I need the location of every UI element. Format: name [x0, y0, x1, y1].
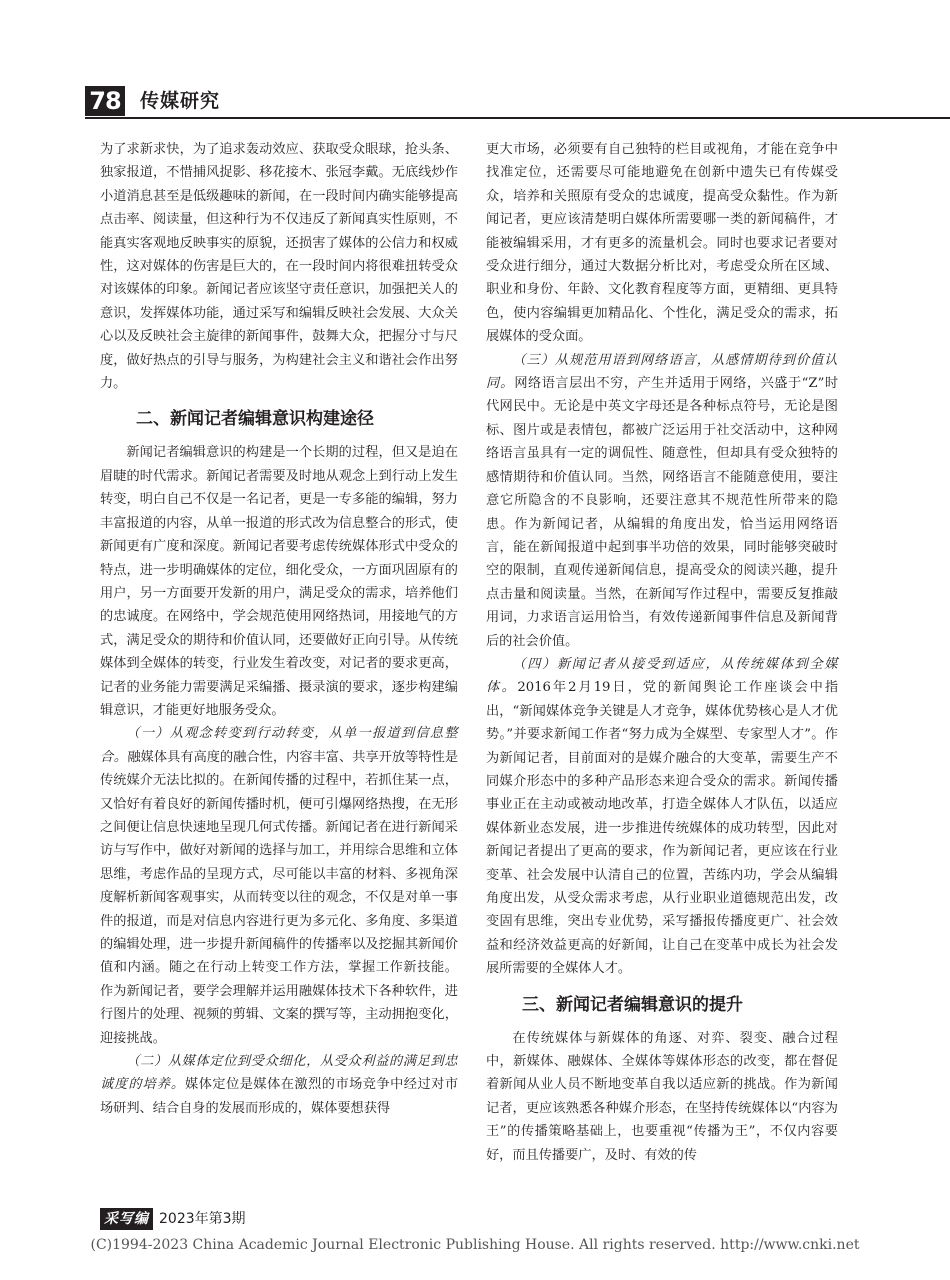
page-number: 78 [85, 86, 125, 116]
subsection-body: 网络语言层出不穷，产生并适用于网络，兴盛于“Z”时代网民中。无论是中英文字母还是各种标点符号，无论是图标、图片或是表情包，都被广泛运用于社交活动中，这种网络语言虽具有一定的调侃性、随意性，但却具有受众独特的感情期待和价值认同。当然，网络语言不能随意使用，要注意它所隐含的不良影响，还要注意其不规范性所带来的隐患。作为新闻记者，从编辑的角度出发，恰当运用网络语言，能在新闻报道中起到事半功倍的效果，同时能够突破时空的限制，直观传递新闻信息，提高受众的阅读兴趣，提升点击量和阅读量。当然，在新闻写作过程中，需要反复推敲用词，力求语言运用恰当，有效传递新闻事件信息及新闻背后的社会价值。 [486, 376, 839, 649]
subsection-paragraph [100, 1050, 458, 1120]
subsection-lead: （二）从媒体定位到受众细化，从受众利益的满足到忠诚度的培养。 [100, 1054, 458, 1093]
issue-label: 2023年第3期 [159, 1211, 246, 1227]
section-heading: 二、新闻记者编辑意识构建途径 [136, 409, 374, 430]
page-footer [100, 1208, 246, 1230]
header-rule [85, 117, 950, 119]
subsection-body: 2016年2月19日，党的新闻舆论工作座谈会中指出，“新闻媒体竞争关键是人才竞争，媒体优势核心是人才优势。”并要求新闻工作者“努力成为全媒型、专家型人才”。作为新闻记者，目前面对的是媒介融合的大变革，需要生产不同媒介形态中的多种产品形态来迎合受众的需求。新闻传播事业正在主动或被动地改革，打造全媒体人才队伍，以适应媒体新业态发展，进一步推进传统媒体的成功转型，因此对新闻记者提出了更高的要求，作为新闻记者，更应该在行业变革、社会发展中认清自己的位置，苦练内功，学会从编辑角度出发，从受众需求考虑，从行业职业道德规范出发，改变固有思维，突出专业优势，采写播报传播度更广、社会效益和经济效益更高的好新闻，让自己在变革中成长为社会发展所需要的全媒体人才。 [486, 680, 839, 977]
subsection-body: 融媒体具有高度的融合性，内容丰富、共享开放等特性是传统媒介无法比拟的。在新闻传播的过程中，若抓住某一点，又恰好有着良好的新闻传播时机，便可引爆网络热搜，在无形之间便让信息快速地呈现几何式传播。新闻记者在进行新闻采访与写作中，做好对新闻的选择与加工，并用综合思维和立体思维，考虑作品的呈现方式，尽可能以丰富的材料、多视角深度解析新闻客观事实，从而转变以往的观念，不仅是对单一事件的报道，而是对信息内容进行更为多元化、多角度、多渠道的编辑处理，进一步提升新闻稿件的传播率以及挖掘其新闻价值和内涵。随之在行动上转变工作方法，掌握工作新技能。 作为新闻记者，要学会理解并运用融媒体技术下各种软件，进行图片的处理、视频的剪辑、文案的撰写等，主动拥抱变化，迎接挑战。 [100, 749, 459, 1046]
section-heading: 三、新闻记者编辑意识的提升 [522, 994, 743, 1015]
journal-brand-logo: 采写编 [100, 1208, 153, 1230]
copyright-line: (C)1994-2023 China Academic Journal Electronic Publishing House. All rights reserved. http://www.cnki.net [90, 1237, 860, 1253]
subsection-lead: （一）从观念转变到行动转变，从单一报道到信息整合。 [100, 726, 458, 765]
subsection-paragraph [100, 722, 458, 1050]
paragraph: 新闻记者编辑意识的构建是一个长期的过程，但又是迫在眉睫的时代需求。新闻记者需要及时地从观念上到行动上发生转变，明白自己不仅是一名记者，更是一专多能的编辑，努力丰富报道的内容，从单一报道的形式改为信息整合的形式，使新闻更有广度和深度。新闻记者要考虑传统媒体形式中受众的特点，进一步明确媒体的定位，细化受众，一方面巩固原有的用户，另一方面要开发新的用户，满足受众的需求，培养他们的忠诚度。在网络中，学会规范使用网络热词，用接地气的方式，满足受众的期待和价值认同，还要做好正向引导。从传统媒体到全媒体的转变，行业发生着改变，对记者的要求更高，记者的业务能力需要满足采编播、摄录演的要求，逐步构建编辑意识，才能更好地服务受众。 [100, 445, 458, 718]
left-column [100, 138, 458, 1120]
paragraph: 为了求新求快，为了追求轰动效应、获取受众眼球，抢头条、独家报道，不惜捕风捉影、移花接木、张冠李戴。无底线炒作小道消息甚至是低级趣味的新闻，在一段时间内确实能够提高点击率、阅读量，但这种行为不仅违反了新闻真实性原则，不能真实客观地反映事实的原貌，还损害了媒体的公信力和权威性，这对媒体的伤害是巨大的，在一段时间内将很难扭转受众对该媒体的印象。新闻记者应该坚守责任意识，加强把关人的意识，发挥媒体功能，通过采写和编辑反映社会发展、大众关心以及反映社会主旋律的新闻事件，鼓舞大众，把握分寸与尺度，做好热点的引导与服务，为构建社会主义和谐社会作出努力。 [100, 142, 458, 392]
subsection-lead: （四）新闻记者从接受到适应，从传统媒体到全媒体。 [486, 656, 838, 696]
subsection-lead: （三）从规范用语到网络语言，从感情期待到价值认同。 [486, 352, 838, 392]
section-title: 传媒研究 [140, 90, 221, 112]
subsection-paragraph [486, 653, 838, 981]
subsection-paragraph [486, 349, 838, 653]
right-column [486, 138, 838, 1167]
page-header [85, 86, 950, 116]
paragraph: 更大市场，必须要有自己独特的栏目或视角，才能在竞争中找准定位，还需要尽可能地避免在创新中遗失已有传媒受众，培养和关照原有受众的忠诚度，提高受众黏性。作为新闻记者，更应该清楚明白媒体所需要哪一类的新闻稿件，才能被编辑采用，才有更多的流量机会。同时也要求记者要对受众进行细分，通过大数据分析比对，考虑受众所在区域、职业和身份、年龄、文化教育程度等方面，更精细、更具特色，使内容编辑更加精品化、个性化，满足受众的需求，拓展媒体的受众面。 [486, 142, 838, 345]
paragraph: 在传统媒体与新媒体的角逐、对弈、裂变、融合过程中，新媒体、融媒体、全媒体等媒体形态的改变，都在督促着新闻从业人员不断地变革自我以适应新的挑战。作为新闻记者，更应该熟悉各种媒介形态，在坚持传统媒体以“内容为王”的传播策略基础上，也要重视“传播为王”，不仅内容要好，而且传播要广，及时、有效的传 [486, 1030, 838, 1163]
subsection-body: 媒体定位是媒体在激烈的市场竞争中经过对市场研判、结合自身的发展而形成的，媒体要想获得 [100, 1077, 459, 1116]
